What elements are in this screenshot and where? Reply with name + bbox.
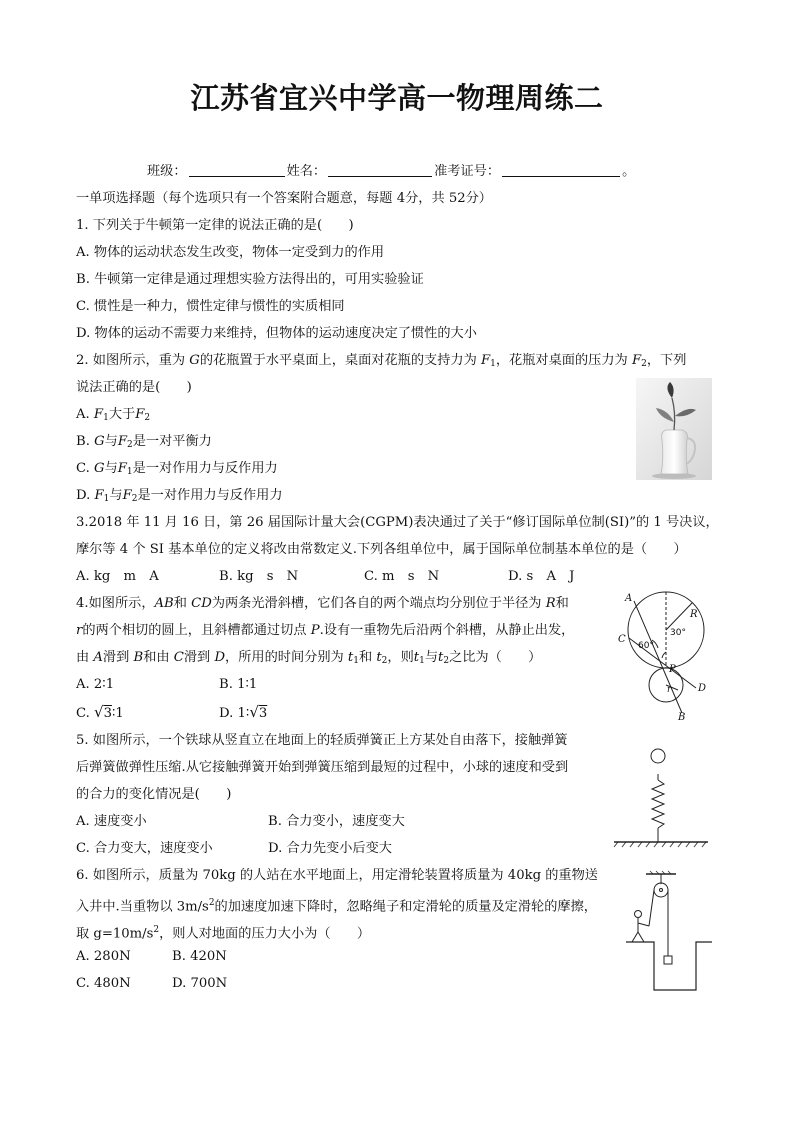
section-heading: 一单项选择题（每个选项只有一个答案附合题意，每题 4分，共 52分） xyxy=(76,191,492,206)
id-blank[interactable] xyxy=(502,163,620,177)
q1-option-c: C. 惯性是一种力，惯性定律与惯性的实质相同 xyxy=(76,299,345,314)
label-r: r xyxy=(667,685,672,695)
angle-30: 30° xyxy=(670,628,686,638)
class-blank[interactable] xyxy=(189,163,285,177)
q3-option-c: C. m s N xyxy=(364,569,440,584)
q4-stem-line2: r的两个相切的圆上，且斜槽都通过切点 P.设有一重物先后沿两个斜槽，从静止出发， xyxy=(76,623,575,638)
q6-stem-line1: 6. 如图所示，质量为 70kg 的人站在水平地面上，用定滑轮装置将质量为 40kg 的重物送 xyxy=(76,868,598,883)
q2-stem-line1: 2. 如图所示，重为 G的花瓶置于水平桌面上，桌面对花瓶的支持力为 $F_1$，花瓶对桌面的压力为 $F_2$，下列 xyxy=(76,353,687,369)
q4-option-d: D. 1∶√3 xyxy=(219,703,268,721)
q4-option-a: A. 2∶1 xyxy=(76,677,115,692)
circles-figure xyxy=(612,590,712,722)
pulley-figure xyxy=(624,868,714,994)
info-end: 。 xyxy=(622,164,636,179)
class-label: 班级： xyxy=(147,164,187,179)
q6-stem-line2: 入井中.当重物以 $3m/s^2$的加速度加速下降时，忽略绳子和定滑轮的质量及定滑轮的摩擦， xyxy=(76,898,597,915)
q6-option-a: A. 280N xyxy=(76,949,131,964)
name-label: 姓名： xyxy=(286,164,327,179)
q4-stem-line1: 4.如图所示，AB和 CD为两条光滑斜槽，它们各自的两个端点均分别位于半径为 R和 xyxy=(76,596,569,611)
q2-stem-line2: 说法正确的是( ) xyxy=(76,380,192,395)
q5-option-c: C. 合力变大，速度变小 xyxy=(76,841,213,856)
q3-stem-line2: 摩尔等 4 个 SI 基本单位的定义将改由常数定义.下列各组单位中，属于国际单位制基本单位的是（ ） xyxy=(76,542,687,557)
q1-option-d: D. 物体的运动不需要力来维持，但物体的运动速度决定了惯性的大小 xyxy=(76,326,477,341)
q3-option-d: D. s A J xyxy=(508,569,575,584)
name-blank[interactable] xyxy=(328,163,432,177)
label-P: P xyxy=(669,664,676,675)
q5-option-d: D. 合力先变小后变大 xyxy=(268,841,392,856)
label-A: A xyxy=(625,593,633,604)
label-B: B xyxy=(678,712,686,722)
vase-figure xyxy=(636,378,712,480)
q1-option-a: A. 物体的运动状态发生改变，物体一定受到力的作用 xyxy=(76,245,385,260)
q4-option-b: B. 1∶1 xyxy=(219,677,258,692)
q1-option-b: B. 牛顿第一定律是通过理想实验方法得出的，可用实验验证 xyxy=(76,272,424,287)
q6-option-d: D. 700N xyxy=(172,976,228,991)
label-D: D xyxy=(698,683,707,694)
q6-option-c: C. 480N xyxy=(76,976,131,991)
q5-option-b: B. 合力变小，速度变大 xyxy=(268,814,405,829)
spring-figure xyxy=(612,744,710,848)
q2-option-c: C. G与$F_1$是一对作用力与反作用力 xyxy=(76,461,278,477)
q6-stem-line3: 取 $g=10m/s^2$，则人对地面的压力大小为（ ） xyxy=(76,925,371,942)
q3-option-b: B. kg s N xyxy=(219,569,299,584)
q6-option-b: B. 420N xyxy=(172,949,227,964)
id-label: 准考证号： xyxy=(434,164,501,179)
q5-stem-line2: 后弹簧做弹性压缩.从它接触弹簧开始到弹簧压缩到最短的过程中，小球的速度和受到 xyxy=(76,760,569,775)
q1-stem: 1. 下列关于牛顿第一定律的说法正确的是( ) xyxy=(76,218,354,233)
page-title: 江苏省宜兴中学高一物理周练二 xyxy=(190,81,604,115)
q5-stem-line3: 的合力的变化情况是( ) xyxy=(76,787,232,802)
q5-option-a: A. 速度变小 xyxy=(76,814,147,829)
q4-stem-line3: 由 A滑到 B和由 C滑到 D，所用的时间分别为 $t_1$和 $t_2$，则$t_1$与$t_2$之比为（ ） xyxy=(76,650,542,666)
student-info-line xyxy=(147,160,635,179)
q5-stem-line1: 5. 如图所示，一个铁球从竖直立在地面上的轻质弹簧正上方某处自由落下，接触弹簧 xyxy=(76,733,568,748)
q2-option-d: D. $F_1$与$F_2$是一对作用力与反作用力 xyxy=(76,488,283,504)
q2-option-b: B. G与$F_2$是一对平衡力 xyxy=(76,434,212,450)
q4-option-c: C. √3∶1 xyxy=(76,703,124,721)
angle-60: 60° xyxy=(638,641,654,651)
q3-stem-line1: 3.2018 年 11 月 16 日，第 26 届国际计量大会(CGPM)表决通过了关于“修订国际单位制(SI)”的 1 号决议， xyxy=(76,515,719,530)
label-R: R xyxy=(690,609,698,620)
q3-option-a: A. kg m A xyxy=(76,569,159,584)
q2-option-a: A. $F_1$大于$F_2$ xyxy=(76,407,151,423)
label-C: C xyxy=(618,634,626,645)
